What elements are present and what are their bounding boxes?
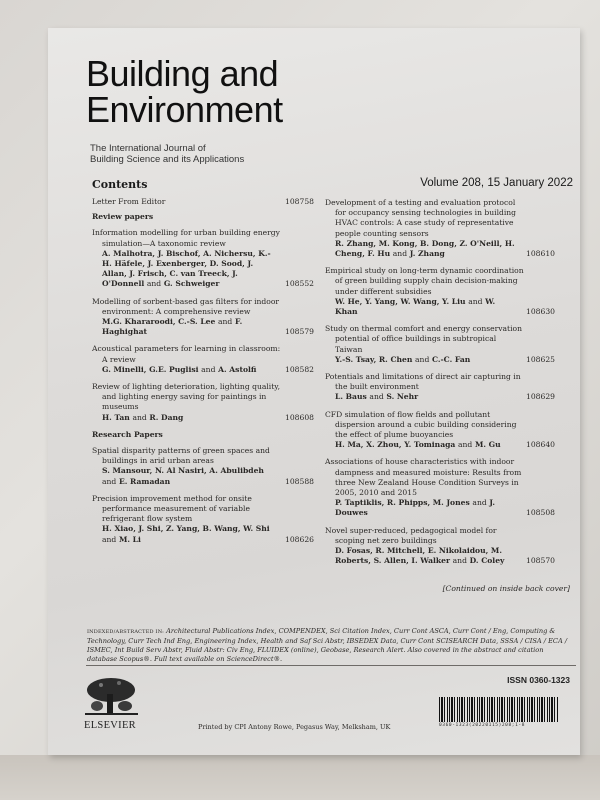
- barcode-icon: [439, 697, 559, 722]
- subtitle-line1: The International Journal of: [90, 143, 206, 154]
- subtitle-line2: Building Science and its Applications: [90, 154, 245, 165]
- journal-subtitle: [90, 143, 244, 165]
- entry-title: CFD simulation of flow fields and pollutant dispersion around a cubic building considering the effect of plume buoyancies: [325, 409, 517, 440]
- entry-authors: Y.-S. Tsay, R. Chen and C.-C. Fan: [335, 354, 471, 364]
- volume-info: Volume 208, 15 January 2022: [420, 177, 573, 189]
- entry-page: 108570: [526, 556, 555, 566]
- toc-entry[interactable]: [92, 228, 314, 289]
- entry-title: Spatial disparity patterns of green spaces and buildings in arid urban areas: [92, 446, 270, 466]
- entry-page: 108610: [526, 249, 555, 259]
- entry-title: Review of lighting deterioration, lighting quality, and lighting energy saving for paintings in museums: [92, 382, 280, 412]
- entry-title: Information modelling for urban building energy simulation—A taxonomic review: [92, 228, 280, 248]
- entry-title: Novel super-reduced, pedagogical model for scoping net zero buildings: [325, 525, 497, 545]
- entry-authors: G. Minelli, G.E. Puglisi and A. Astolfi: [102, 364, 257, 374]
- entry-title: Development of a testing and evaluation protocol for occupancy sensing technologies in building HVAC controls: A case study of representative people counting sensors: [325, 198, 517, 238]
- divider: [86, 665, 576, 666]
- entry-page: 108552: [285, 279, 314, 289]
- entry-authors: D. Fosas, R. Mitchell, E. Nikolaidou, M. Roberts, S. Allen, I. Walker and D. Coley: [335, 546, 505, 566]
- entry-page: 108626: [285, 534, 314, 544]
- entry-page: 108630: [526, 307, 555, 317]
- entry-page: 108625: [526, 354, 555, 364]
- toc-entry[interactable]: [325, 324, 555, 365]
- journal-title-line1: Building and: [86, 53, 279, 94]
- toc-entry[interactable]: [325, 457, 555, 518]
- entry-authors: W. He, Y. Yang, W. Wang, Y. Liu and W. Khan: [335, 296, 496, 317]
- contents-right-column: [325, 198, 555, 574]
- background-surface: [0, 755, 600, 800]
- entry-authors: H. Tan and R. Dang: [102, 412, 184, 422]
- entry-authors: R. Zhang, M. Kong, B. Dong, Z. O'Neill, H. Cheng, F. Hu and J. Zhang: [335, 238, 515, 259]
- printer-info: Printed by CPI Antony Rowe, Pegasus Way, Melksham, UK: [198, 723, 391, 731]
- entry-title: Modelling of sorbent-based gas filters for indoor environment: A comprehensive review: [92, 296, 280, 316]
- entry-page: 108582: [285, 364, 314, 374]
- section-heading-review: Review papers: [92, 212, 154, 222]
- publisher-name: ELSEVIER: [84, 720, 136, 731]
- entry-page: 108629: [526, 392, 555, 402]
- entry-title: Empirical study on long-term dynamic coordination of green building supply chain decision-making under different subsidies: [325, 266, 524, 296]
- entry-page: 108758: [285, 197, 314, 206]
- journal-title: [86, 53, 283, 130]
- entry-page: 108640: [526, 440, 555, 450]
- contents-heading: Contents: [92, 178, 148, 191]
- entry-authors: P. Taptiklis, R. Phipps, M. Jones and J. Douwes: [335, 498, 496, 518]
- entry-page: 108579: [285, 327, 314, 337]
- toc-entry[interactable]: [325, 266, 555, 317]
- contents-left-column: [92, 197, 314, 552]
- entry-authors: M.G. Khararoodi, C.-S. Lee and F. Haghighat: [102, 317, 243, 337]
- entry-authors: L. Baus and S. Nehr: [335, 392, 419, 402]
- toc-entry[interactable]: [92, 344, 314, 375]
- entry-page: 108588: [285, 476, 314, 486]
- elsevier-tree-logo-icon: [85, 676, 138, 716]
- entry-authors: S. Mansour, N. Al Nasiri, A. Abulibdeh and E. Ramadan: [102, 466, 264, 486]
- journal-title-line2: Environment: [86, 89, 283, 130]
- indexed-text: Architectural Publications Index, COMPENDEX, Sci Citation Index, Curr Cont ASCA, Curr Cont / Eng, Computing & Technology, Curr Tech Ind Eng, Engineering Index, Health and Saf Sci Abstr, IBSEDEX Data, Curr Cont SCISEARCH Data, SSSA / CISA / ECA / ISMEC, Int Build Serv Abstr, Fluid Abstr: Civ Eng, FLUIDEX (online), Geobase, Research Alert. Also covered in the abstract and citation database Scopus®. Full text available on ScienceDirect®.: [87, 627, 568, 663]
- toc-entry[interactable]: [92, 382, 314, 423]
- entry-title: Letter From Editor: [92, 197, 166, 206]
- issn: ISSN 0360-1323: [507, 675, 570, 685]
- entry-authors: A. Malhotra, J. Bischof, A. Nichersu, K.-H. Häfele, J. Exenberger, D. Sood, J. Allan, J. Frisch, C. van Treeck, J. O'Donnell and G. Schweiger: [102, 248, 271, 289]
- section-heading-research: Research Papers: [92, 429, 163, 439]
- entry-authors: H. Xiao, J. Shi, Z. Yang, B. Wang, W. Shi and M. Li: [102, 524, 270, 544]
- toc-entry[interactable]: [92, 494, 314, 545]
- entry-title: Precision improvement method for onsite performance measurement of variable refrigerant flow system: [92, 493, 252, 524]
- toc-entry[interactable]: [325, 410, 555, 451]
- toc-entry[interactable]: [325, 372, 555, 403]
- entry-title: Study on thermal comfort and energy conservation potential of office buildings in subtropical Taiwan: [325, 324, 522, 354]
- toc-entry[interactable]: [325, 198, 555, 259]
- continued-note: [Continued on inside back cover]: [442, 584, 570, 593]
- toc-entry-letter[interactable]: [92, 197, 314, 207]
- entry-title: Potentials and limitations of direct air capturing in the built environment: [325, 372, 521, 392]
- entry-page: 108608: [285, 412, 314, 422]
- entry-authors: H. Ma, X. Zhou, Y. Tominaga and M. Gu: [335, 440, 501, 450]
- toc-entry[interactable]: [325, 526, 555, 567]
- indexed-label: INDEXED/ABSTRACTED IN:: [87, 629, 164, 635]
- entry-title: Acoustical parameters for learning in classroom: A review: [92, 344, 281, 364]
- indexing-info: [87, 627, 573, 664]
- entry-page: 108508: [526, 508, 555, 518]
- toc-entry[interactable]: [92, 446, 314, 487]
- entry-title: Associations of house characteristics with indoor dampness and measured moisture: Results from three New Zealand House Condition Surveys in 2005, 2010 and 2015: [325, 457, 522, 498]
- toc-entry[interactable]: [92, 297, 314, 338]
- barcode-number: 0360-1323(20220115)208;1-8: [439, 723, 526, 728]
